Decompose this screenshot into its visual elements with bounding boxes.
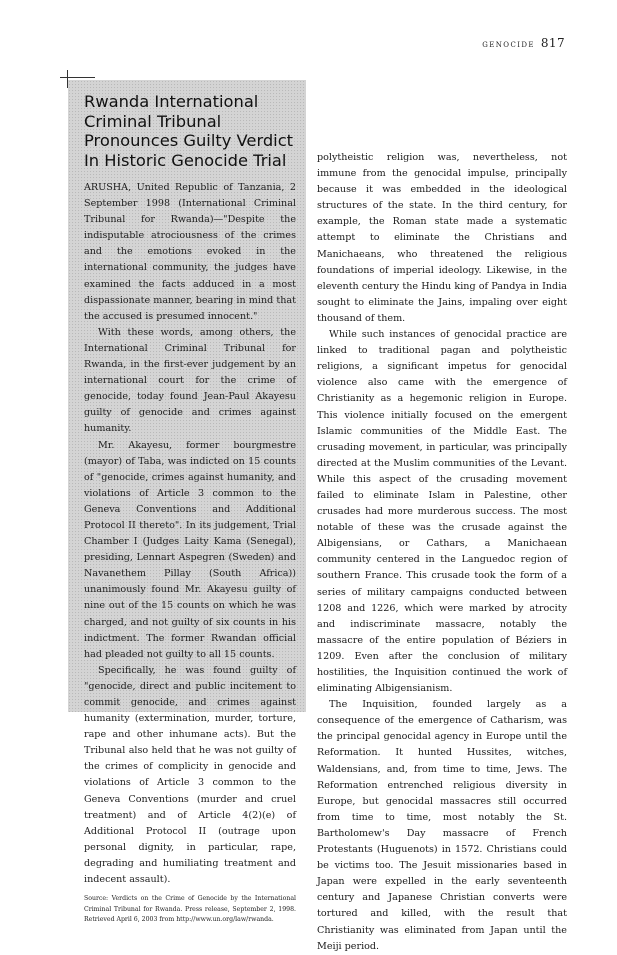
sidebar-paragraph: ARUSHA, United Republic of Tanzania, 2 September 1998 (International Criminal Tribunal for Rwanda)—"Despite the indisputable atrociousness of the crimes and the emotions evoked in the international community, the judges have examined the facts adduced in a most dispassionate manner, bearing in mind that the accused is presumed innocent."	[84, 182, 296, 322]
running-head-section: genocide	[482, 38, 535, 50]
corner-rule-horizontal	[60, 77, 95, 78]
main-text-column	[317, 150, 567, 955]
body-paragraph: polytheistic religion was, nevertheless, not immune from the genocidal impulse, principally because it was embedded in the ideological structures of the state. In the third century, for example, the Roman state made a systematic attempt to eliminate the Christians and Manichaeans, who threatened the religious foundations of imperial ideology. Likewise, in the eleventh century the Hindu king of Pandya in India sought to eliminate the Jains, impaling over eight thousand of them.	[317, 152, 567, 324]
page-number: 817	[540, 36, 565, 50]
sidebar-paragraph: Specifically, he was found guilty of "genocide, direct and public incitement to commit genocide, and crimes against humanity (extermination, murder, torture, rape and other inhumane acts). But the Tribunal also held that he was not guilty of the crimes of complicity in genocide and violations of Article 3 common to the Geneva Conventions (murder and cruel treatment) and of Article 4(2)(e) of Additional Protocol II (outrage upon personal dignity, in particular, rape, degrading and humiliating treatment and indecent assault).	[84, 664, 296, 886]
body-paragraph: While such instances of genocidal practice are linked to traditional pagan and polytheistic religions, a significant impetus for genocidal violence also came with the emergence of Christianity as a hegemonic religion in Europe. This violence initially focused on the emergent Islamic communities of the Middle East. The crusading movement, in particular, was principally directed at the Muslim communities of the Levant. While this aspect of the crusading movement failed to eliminate Islam in Palestine, other crusades had more murderous success. The most notable of these was the crusade against the Albigensians, or Cathars, a Manichaean community centered in the Languedoc region of southern France. This crusade took the form of a series of military campaigns conducted between 1208 and 1226, which were marked by atrocity and indiscriminate massacre, notably the massacre of the entire population of Béziers in 1209. Even after the conclusion of military hostilities, the Inquisition continued the work of eliminating Albigensianism.	[317, 329, 567, 695]
sidebar-paragraph: Mr. Akayesu, former bourgmestre (mayor) of Taba, was indicted on 15 counts of "genocide, crimes against humanity, and violations of Article 3 common to the Geneva Conventions and Additional Protocol II thereto". In its judgement, Trial Chamber I (Judges Laity Kama (Senegal), presiding, Lennart Aspegren (Sweden) and Navanethem Pillay (South Africa)) unanimously found Mr. Akayesu guilty of nine out of the 15 counts on which he was charged, and not guilty of six counts in his indictment. The former Rwandan official had pleaded not guilty to all 15 counts.	[84, 439, 296, 660]
body-paragraph: The Inquisition, founded largely as a consequence of the emergence of Catharism, was the principal genocidal agency in Europe until the Reformation. It hunted Hussites, witches, Waldensians, and, from time to time, Jews. The Reformation entrenched religious diversity in Europe, but genocidal massacres still occurred from time to time, most notably the St. Bartholomew's Day massacre of French Protestants (Huguenots) in 1572. Christians could be victims too. The Jesuit missionaries based in Japan were expelled in the early seventeenth century and Japanese Christian converts were tortured and killed, with the result that Christianity was eliminated from Japan until the Meiji period.	[317, 699, 567, 952]
sidebar-title: Rwanda International Criminal Tribunal Pronounces Guilty Verdict In Historic Genocide Trial	[84, 92, 294, 170]
sidebar-source-note: Source: Verdicts on the Crime of Genocide by the International Criminal Tribunal for Rwanda. Press release, September 2, 1998. Retrieved April 6, 2003 from http://www.un.org/law/rwanda.	[84, 895, 296, 923]
primary-source-sidebar	[68, 80, 306, 923]
running-head	[482, 36, 565, 50]
sidebar-paragraph: With these words, among others, the International Criminal Tribunal for Rwanda, in the first-ever judgement by an international court for the crime of genocide, today found Jean-Paul Akayesu guilty of genocide and crimes against humanity.	[84, 326, 296, 435]
